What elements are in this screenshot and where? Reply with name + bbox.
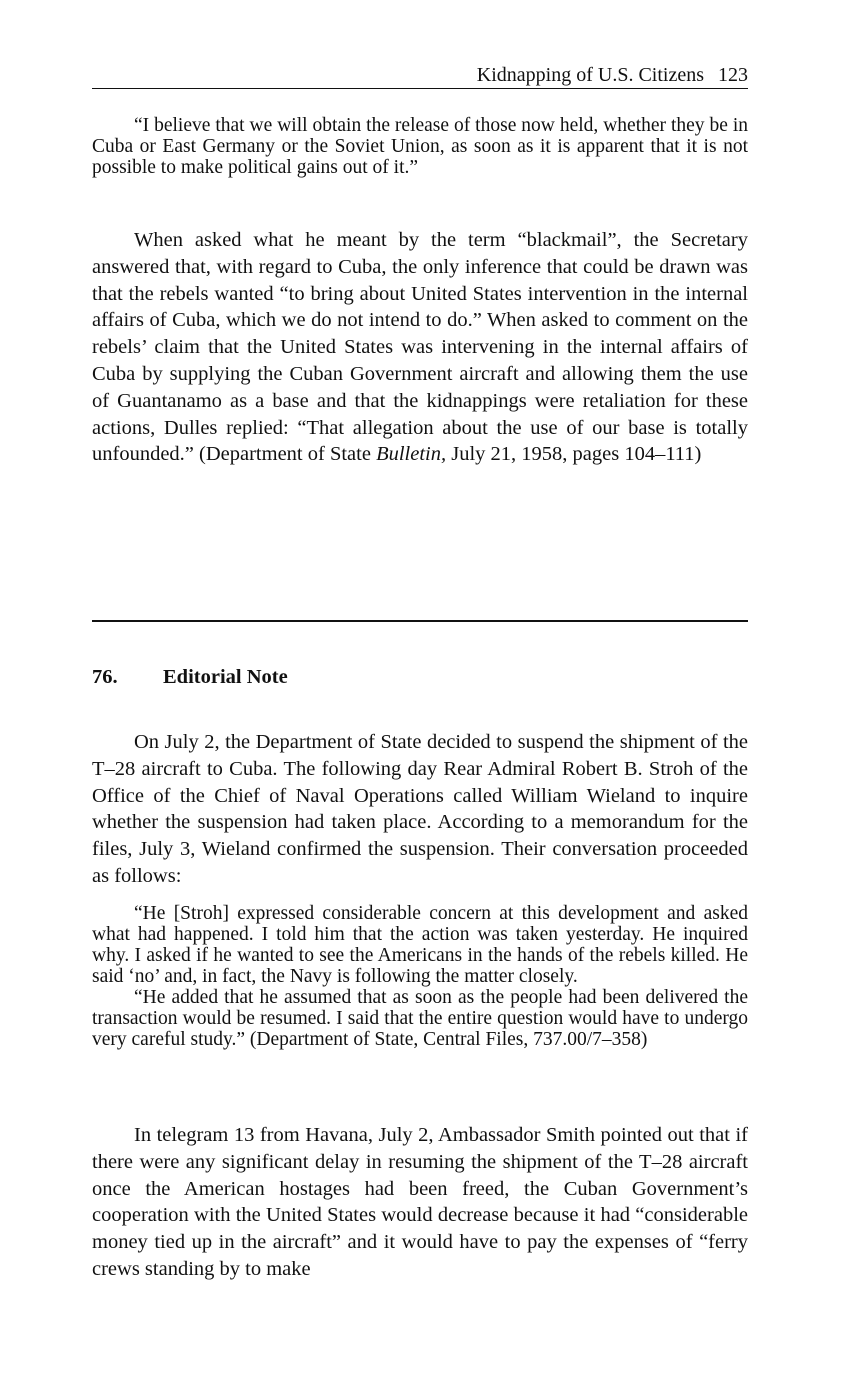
section-title: Editorial Note bbox=[163, 666, 288, 688]
editorial-paragraph-2-block bbox=[92, 1122, 748, 1283]
dulles-text-before: When asked what he meant by the term “blackmail”, the Secretary answered that, with regard to Cuba, the only inference that could be drawn was that the rebels wanted “to bring about United States intervention in the internal affairs of Cuba, which we do not intend to do.” When asked to comment on the rebels’ claim that the United States was intervening in the internal affairs of Cuba by supplying the Cuban Government aircraft and allowing them the use of Guantanamo as a base and that the kidnappings were retaliation for these actions, Dulles replied: “That allegation about the use of our base is totally unfounded.” (Department of State bbox=[92, 229, 748, 466]
editorial-paragraph-1-block bbox=[92, 729, 748, 890]
section-number: 76. bbox=[92, 666, 118, 688]
memo-quote-block bbox=[92, 903, 748, 1050]
bulletin-title: Bulletin, bbox=[376, 443, 447, 466]
section-heading bbox=[92, 664, 288, 690]
editorial-paragraph-2: In telegram 13 from Havana, July 2, Ambassador Smith pointed out that if there were any significant delay in resuming the shipment of the T–28 aircraft once the American hostages had been freed, the Cuban Government’s cooperation with the United States would decrease because it had “considerable money tied up in the aircraft” and it would have to pay the expenses of “ferry crews standing by to make bbox=[92, 1124, 748, 1280]
dulles-text-after: July 21, 1958, pages 104–111) bbox=[446, 443, 702, 466]
dulles-paragraph bbox=[92, 227, 748, 468]
dulles-paragraph-block bbox=[92, 227, 748, 468]
page-number: 123 bbox=[718, 64, 748, 86]
top-quote-block bbox=[92, 115, 748, 178]
memo-quote-paragraph-1: “He [Stroh] expressed considerable concern at this development and asked what had happened. I told him that the action was taken yesterday. He inquired why. I asked if he wanted to see the Americans in the hands of the rebels killed. He said ‘no’ and, in fact, the Navy is following the matter closely. bbox=[92, 903, 748, 987]
running-title: Kidnapping of U.S. Citizens bbox=[476, 64, 704, 86]
editorial-paragraph-1: On July 2, the Department of State decided to suspend the shipment of the T–28 aircraft to Cuba. The following day Rear Admiral Robert B. Stroh of the Office of the Chief of Naval Operations called William Wieland to inquire whether the suspension had taken place. According to a memorandum for the files, July 3, Wieland confirmed the suspension. Their conversation proceeded as follows: bbox=[92, 731, 748, 887]
section-divider bbox=[92, 620, 748, 622]
running-header bbox=[92, 64, 748, 89]
memo-quote-paragraph-2: “He added that he assumed that as soon as the people had been delivered the transaction would be resumed. I said that the entire question would have to undergo very careful study.” (Department of State, Central Files, 737.00/7–358) bbox=[92, 987, 748, 1050]
top-quote: “I believe that we will obtain the release of those now held, whether they be in Cuba or East Germany or the Soviet Union, as soon as it is apparent that it is not possible to make political gains out of it.” bbox=[92, 115, 748, 178]
